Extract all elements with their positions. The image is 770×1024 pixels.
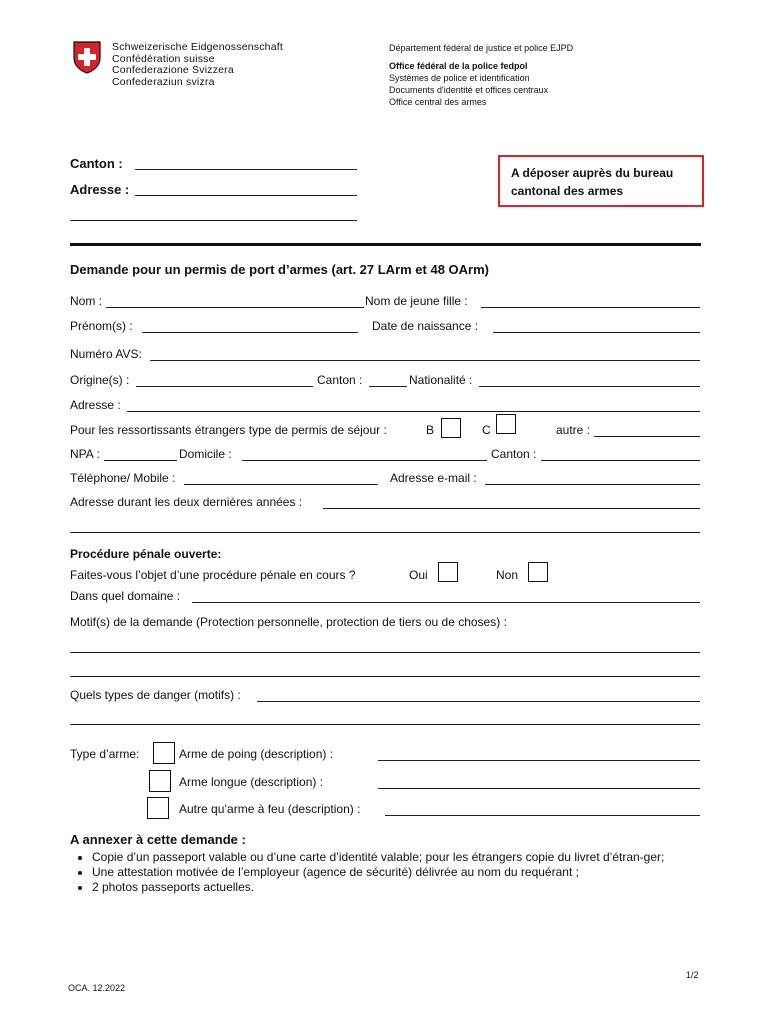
annex-list	[70, 850, 722, 895]
motifs-label: Motif(s) de la demande (Protection personnelle, protection de tiers ou de choses) :	[70, 615, 507, 629]
prenom-label: Prénom(s) :	[70, 319, 133, 333]
domaine-label: Dans quel domaine :	[70, 589, 181, 603]
office-sub-3: Office central des armes	[389, 97, 487, 107]
permis-autre-field[interactable]	[594, 436, 700, 437]
swiss-coat-of-arms-icon	[72, 40, 102, 74]
danger-field[interactable]	[257, 701, 700, 702]
adresse-form-field[interactable]	[127, 411, 700, 412]
adresse-deux-ans-label: Adresse durant les deux dernières années :	[70, 495, 303, 509]
notice-line-2: cantonal des armes	[511, 184, 624, 198]
arme-longue-checkbox[interactable]	[149, 770, 171, 792]
avs-label: Numéro AVS:	[70, 347, 142, 361]
office-sub-1: Systèmes de police et identification	[389, 73, 530, 83]
adresse-deux-ans-field[interactable]	[323, 508, 700, 509]
permis-b-checkbox[interactable]	[441, 418, 461, 438]
department-name: Département fédéral de justice et police EJPD	[389, 43, 574, 53]
email-label: Adresse e-mail :	[390, 471, 477, 485]
procedure-non-checkbox[interactable]	[528, 562, 548, 582]
nom-label: Nom :	[70, 294, 103, 308]
form-code: OCA. 12.2022	[68, 983, 126, 993]
danger-label: Quels types de danger (motifs) :	[70, 688, 241, 702]
domicile-field[interactable]	[242, 460, 487, 461]
office-sub-2: Documents d'identité et offices centraux	[389, 85, 549, 95]
telephone-field[interactable]	[184, 484, 378, 485]
confederation-name-it: Confederazione Svizzera	[112, 64, 234, 76]
adresse-form-label: Adresse :	[70, 398, 121, 412]
notice-line-1: A déposer auprès du bureau	[511, 166, 674, 180]
annex-item-1: • Copie d’un passeport valable ou d’une carte d’identité valable; pour les étrangers copie du livret d’étran-ger;	[92, 850, 722, 865]
canton-origine-label: Canton :	[317, 373, 363, 387]
page-number: 1/2	[686, 970, 699, 980]
canton-label: Canton :	[70, 156, 123, 171]
arme-poing-checkbox[interactable]	[153, 742, 175, 764]
form-title: Demande pour un permis de port d’armes (art. 27 LArm et 48 OArm)	[70, 262, 489, 277]
adresse-field[interactable]	[135, 195, 357, 196]
prenom-field[interactable]	[142, 332, 358, 333]
procedure-non-label: Non	[496, 568, 519, 582]
confederation-name-fr: Confédération suisse	[112, 52, 215, 65]
canton-domicile-field[interactable]	[541, 460, 700, 461]
procedure-oui-checkbox[interactable]	[438, 562, 458, 582]
domicile-label: Domicile :	[179, 447, 232, 461]
confederation-name-rm: Confederaziun svizra	[112, 75, 215, 88]
annex-item-3: • 2 photos passeports actuelles.	[92, 880, 722, 895]
arme-autre-field[interactable]	[385, 815, 700, 816]
canton-field[interactable]	[135, 169, 357, 170]
adresse-deux-ans-field-2[interactable]	[70, 532, 700, 533]
origine-field[interactable]	[136, 386, 313, 387]
adresse-field-2[interactable]	[70, 220, 357, 221]
nom-jeune-fille-field[interactable]	[481, 307, 700, 308]
arme-poing-field[interactable]	[378, 760, 700, 761]
confederation-name-de: Schweizerische Eidgenossenschaft	[112, 41, 283, 53]
separator-line	[70, 243, 701, 246]
annex-heading: A annexer à cette demande :	[70, 832, 246, 847]
permis-b-label: B	[426, 423, 435, 437]
permis-c-checkbox[interactable]	[496, 414, 516, 434]
permis-autre-label: autre :	[556, 423, 591, 437]
nationalite-label: Nationalité :	[409, 373, 473, 387]
notice-box	[498, 155, 704, 207]
confederation-names	[112, 42, 283, 88]
canton-origine-field[interactable]	[369, 386, 407, 387]
permis-c-label: C	[482, 423, 491, 437]
avs-field[interactable]	[150, 360, 700, 361]
email-field[interactable]	[485, 484, 700, 485]
annex-item-2: • Une attestation motivée de l’employeur (agence de sécurité) délivrée au nom du requérant ;	[92, 865, 722, 880]
arme-autre-checkbox[interactable]	[147, 797, 169, 819]
office-name: Office fédéral de la police fedpol	[389, 61, 528, 71]
origine-label: Origine(s) :	[70, 373, 130, 387]
procedure-heading: Procédure pénale ouverte:	[70, 547, 222, 561]
nom-jeune-fille-label: Nom de jeune fille :	[365, 294, 468, 308]
danger-field-2[interactable]	[70, 724, 700, 725]
arme-longue-field[interactable]	[378, 788, 700, 789]
date-naissance-field[interactable]	[493, 332, 700, 333]
arme-longue-label: Arme longue (description) :	[179, 775, 324, 789]
nom-field[interactable]	[106, 307, 364, 308]
npa-field[interactable]	[104, 460, 177, 461]
arme-autre-label: Autre qu’arme à feu (description) :	[179, 802, 361, 816]
arme-poing-label: Arme de poing (description) :	[179, 747, 334, 761]
motifs-field-1[interactable]	[70, 652, 700, 653]
motifs-field-2[interactable]	[70, 676, 700, 677]
date-naissance-label: Date de naissance :	[372, 319, 479, 333]
procedure-question: Faites-vous l’objet d’une procédure pénale en cours ?	[70, 568, 356, 582]
domaine-field[interactable]	[192, 602, 700, 603]
nationalite-field[interactable]	[479, 386, 700, 387]
permis-sejour-label: Pour les ressortissants étrangers type de permis de séjour :	[70, 423, 387, 437]
canton-domicile-label: Canton :	[491, 447, 537, 461]
telephone-label: Téléphone/ Mobile :	[70, 471, 176, 485]
npa-label: NPA :	[70, 447, 100, 461]
adresse-label: Adresse :	[70, 182, 130, 197]
procedure-oui-label: Oui	[409, 568, 428, 582]
type-arme-label: Type d’arme:	[70, 747, 140, 761]
